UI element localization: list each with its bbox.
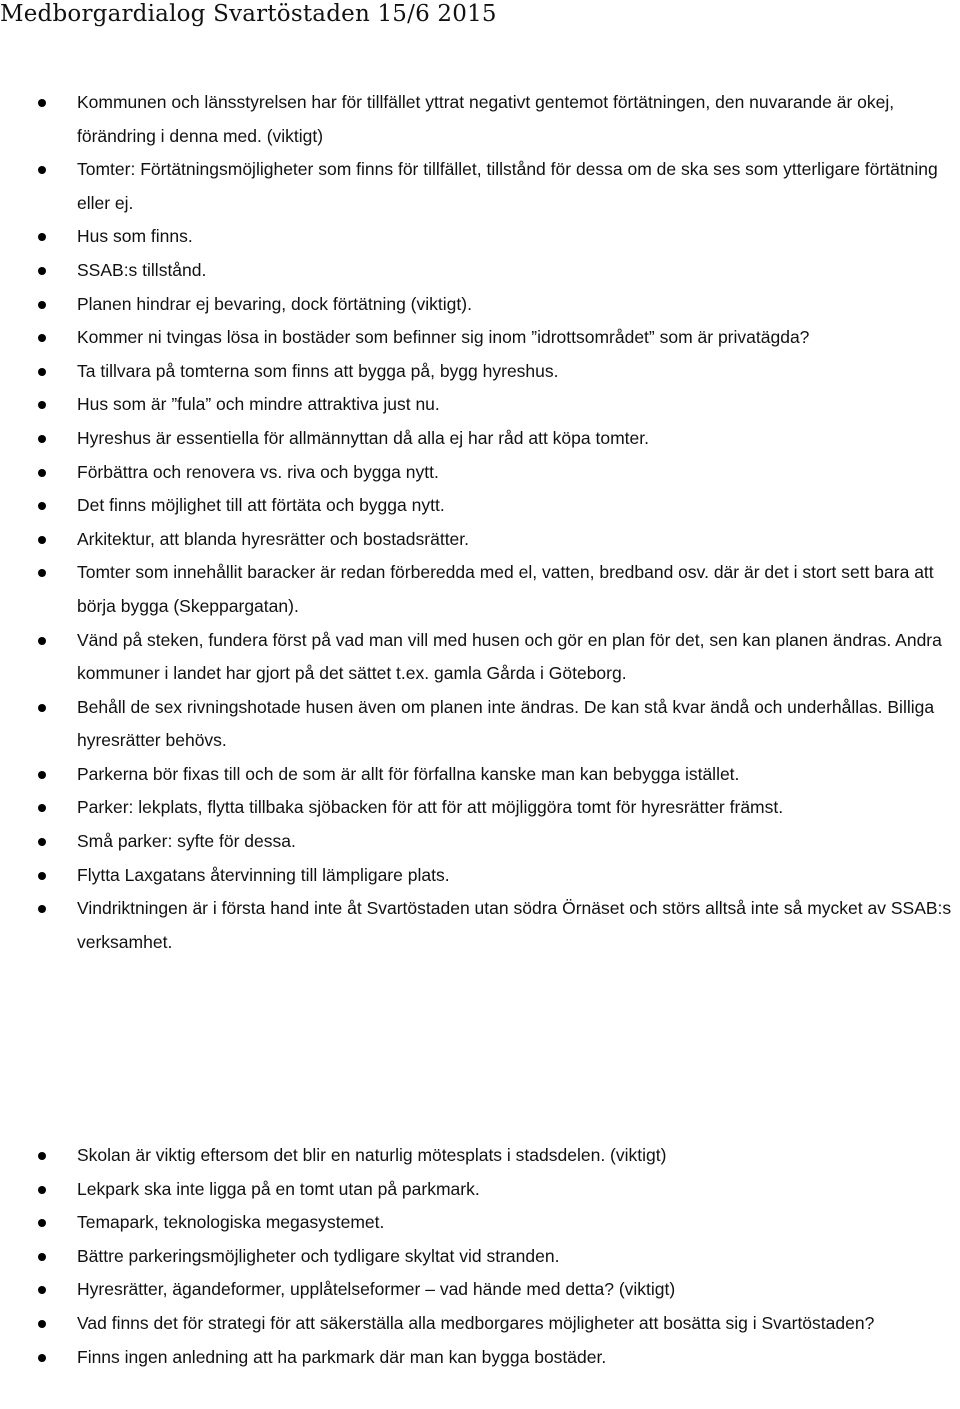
list-item-text: Finns ingen anledning att ha parkmark där man kan bygga bostäder.: [77, 1346, 607, 1367]
list-item: [0, 288, 960, 322]
notes-list-secondary: [0, 1139, 960, 1374]
list-item: [0, 355, 960, 389]
list-item: [0, 1173, 960, 1207]
list-item-text: Parkerna bör fixas till och de som är allt för förfallna kanske man kan bebygga istället.: [77, 763, 740, 784]
bullet-icon: [38, 502, 46, 510]
bullet-icon: [38, 267, 46, 275]
list-item-text: Förbättra och renovera vs. riva och bygga nytt.: [77, 461, 439, 482]
list-item-text: Hyresrätter, ägandeformer, upplåtelseformer – vad hände med detta? (viktigt): [77, 1279, 676, 1300]
list-item-text: Tomter: Förtätningsmöjligheter som finns för tillfället, tillstånd för dessa om de ska ses som ytterligare förtätning eller ej.: [77, 159, 938, 213]
bullet-icon: [38, 838, 46, 846]
bullet-icon: [38, 166, 46, 174]
list-item: [0, 791, 960, 825]
bullet-icon: [38, 637, 46, 645]
list-item: [0, 456, 960, 490]
list-item: [0, 489, 960, 523]
list-item-text: Behåll de sex rivningshotade husen även om planen inte ändras. De kan stå kvar ändå och underhållas. Billiga hyresrätter behövs.: [77, 696, 935, 751]
list-item: [0, 1307, 960, 1341]
list-item-text: Lekpark ska inte ligga på en tomt utan på parkmark.: [77, 1178, 480, 1199]
page-title: Medborgardialog Svartöstaden 15/6 2015: [0, 1, 497, 27]
list-item-text: Hus som finns.: [77, 226, 193, 247]
list-item-text: Tomter som innehållit baracker är redan förberedda med el, vatten, bredband osv. där är det i stort sett bara att börja bygga (Skeppargatan).: [77, 562, 934, 616]
list-item: [0, 422, 960, 456]
list-item: [0, 220, 960, 254]
list-item-text: Temapark, teknologiska megasystemet.: [77, 1212, 385, 1233]
list-item-text: Flytta Laxgatans återvinning till lämpligare plats.: [77, 864, 450, 885]
list-item-text: Vindriktningen är i första hand inte åt Svartöstaden utan södra Örnäset och störs alltså inte så mycket av SSAB:s verksamhet.: [77, 898, 952, 952]
bullet-icon: [38, 334, 46, 342]
list-item: [0, 1341, 960, 1375]
bullet-icon: [38, 1320, 46, 1328]
bullet-icon: [38, 905, 46, 913]
list-item-text: SSAB:s tillstånd.: [77, 259, 207, 280]
bullet-icon: [38, 401, 46, 409]
bullet-icon: [38, 872, 46, 880]
list-item-text: Hus som är ”fula” och mindre attraktiva just nu.: [77, 394, 440, 415]
list-item: [0, 153, 960, 220]
list-item: [0, 1206, 960, 1240]
list-item: [0, 388, 960, 422]
bullet-icon: [38, 233, 46, 241]
list-item-text: Arkitektur, att blanda hyresrätter och bostadsrätter.: [77, 528, 470, 549]
bullet-icon: [38, 1152, 46, 1160]
list-item-text: Kommer ni tvingas lösa in bostäder som befinner sig inom ”idrottsområdet” som är privatägda?: [77, 327, 810, 348]
list-item: [0, 1240, 960, 1274]
list-item-text: Skolan är viktig eftersom det blir en naturlig mötesplats i stadsdelen. (viktigt): [77, 1145, 667, 1165]
bullet-icon: [38, 1286, 46, 1294]
bullet-icon: [38, 1354, 46, 1362]
bullet-icon: [38, 301, 46, 309]
list-item-text: Vad finns det för strategi för att säkerställa alla medborgares möjligheter att bosätta sig i Svartöstaden?: [77, 1312, 875, 1333]
list-item: [0, 254, 960, 288]
list-item-text: Planen hindrar ej bevaring, dock förtätning (viktigt).: [77, 293, 472, 314]
list-item-text: Kommunen och länsstyrelsen har för tillfället yttrat negativt gentemot förtätningen, den nuvarande är okej, förändring i denna med. (viktigt): [77, 92, 895, 146]
bullet-icon: [38, 704, 46, 712]
bullet-icon: [38, 1186, 46, 1194]
bullet-icon: [38, 569, 46, 577]
list-item-text: Bättre parkeringsmöjligheter och tydligare skyltat vid stranden.: [77, 1245, 560, 1266]
list-item-text: Hyreshus är essentiella för allmännyttan då alla ej har råd att köpa tomter.: [77, 427, 649, 448]
bullet-icon: [38, 435, 46, 443]
bullet-icon: [38, 771, 46, 779]
notes-list-primary: [0, 86, 960, 959]
list-item: [0, 825, 960, 859]
list-item-text: Vänd på steken, fundera först på vad man vill med husen och gör en plan för det, sen kan planen ändras. Andra kommuner i landet har gjort på det sättet t.ex. gamla Gårda i Göteborg.: [77, 629, 942, 684]
bullet-icon: [38, 1253, 46, 1261]
list-item-text: Ta tillvara på tomterna som finns att bygga på, bygg hyreshus.: [77, 360, 559, 381]
list-item: [0, 86, 960, 153]
list-item: [0, 1273, 960, 1307]
bullet-icon: [38, 536, 46, 544]
bullet-icon: [38, 469, 46, 477]
bullet-icon: [38, 804, 46, 812]
list-item: [0, 321, 960, 355]
list-item: [0, 691, 960, 758]
list-item: [0, 859, 960, 893]
list-item-text: Små parker: syfte för dessa.: [77, 831, 296, 852]
list-item: [0, 892, 960, 959]
bullet-icon: [38, 99, 46, 107]
bullet-icon: [38, 1219, 46, 1227]
list-item: [0, 758, 960, 792]
list-item-text: Det finns möjlighet till att förtäta och bygga nytt.: [77, 495, 445, 516]
list-item: [0, 1139, 960, 1173]
list-item: [0, 624, 960, 691]
list-item: [0, 523, 960, 557]
bullet-icon: [38, 368, 46, 376]
list-item: [0, 556, 960, 623]
list-item-text: Parker: lekplats, flytta tillbaka sjöbacken för att för att möjliggöra tomt för hyresrätter främst.: [77, 797, 784, 818]
